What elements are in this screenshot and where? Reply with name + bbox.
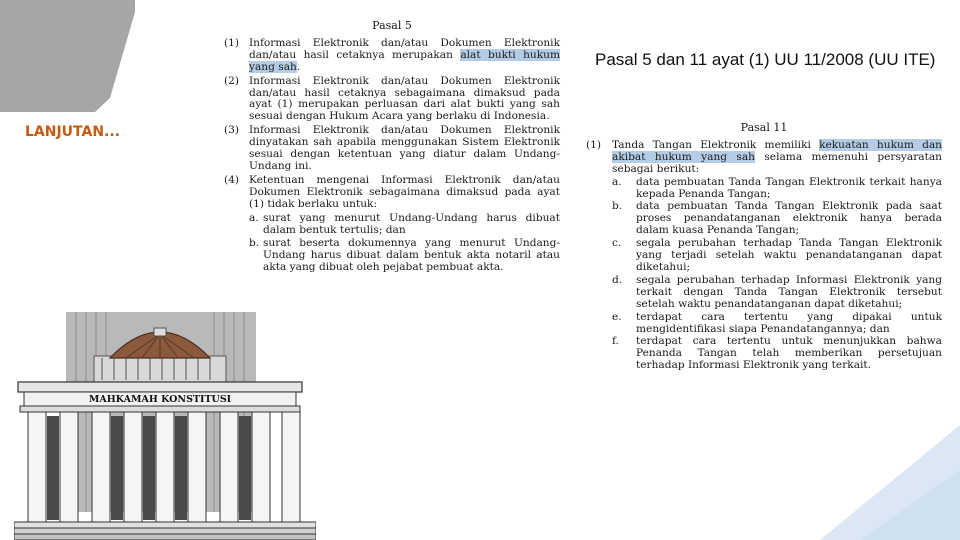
slide-heading: Pasal 5 dan 11 ayat (1) UU 11/2008 (UU ITE) [595,50,936,69]
subitem-text: surat yang menurut Undang-Undang harus dibuat dalam bentuk tertulis; dan [263,211,560,236]
subitem-text: data pembuatan Tanda Tangan Elektronik terkait hanya kepada Penanda Tangan; [636,175,942,200]
subitem-text: terdapat cara tertentu untuk menunjukkan bahwa Penanda Tangan telah memberikan persetujuan terhadap Informasi Elektronik yang terkait. [636,335,942,372]
subitem-text: data pembuatan Tanda Tangan Elektronik pada saat proses penandatanganan elektronik hanya berada dalam kuasa Penanda Tangan; [636,200,942,237]
subitem-letter: d. [612,273,623,286]
subitem [612,312,942,336]
subitem [612,177,942,201]
item-text: Informasi Elektronik dan/atau Dokumen Elektronik dan/atau hasil cetaknya sebagaimana dimaksud pada ayat (1) merupakan perluasan dari alat bukti yang sah sesuai dengan Hukum Acara yang berlaku di Indonesia. [249,74,560,123]
pasal5-item [224,38,560,74]
item-number: (1) [586,138,602,151]
building-sign: MAHKAMAH KONSTITUSI [88,394,232,405]
highlighted-phrase: kekuatan hukum dan akibat hukum yang sah [612,138,942,163]
item-number: (2) [224,74,240,87]
subitem-text: segala perubahan terhadap Informasi Elektronik yang terkait dengan Tanda Tangan Elektronik tersebut setelah waktu penandatanganan dapat diketahui; [636,273,942,310]
subitem-letter: a. [249,211,259,224]
item-text: Tanda Tangan Elektronik memiliki kekuatan hukum dan akibat hukum yang sah selama memenuhi persyaratan sebagai berikut: a. data pembuatan Tanda Tangan Elektronik terkait hanya kepada Penanda Tangan; b. data pembuatan Tanda Tangan Elektronik pada saat proses penandatanganan elektronik hanya berada dalam kuasa Penanda Tangan; c. segala perubahan terhadap Tanda Tangan Elektronik yang terjadi setelah waktu penandatanganan dapat diketahui; d. segala perubahan terhadap Informasi Elektronik yang terkait dengan Tanda Tangan Elektronik tersebut setelah waktu penandatanganan dapat diketahui; e. terdapat cara tertentu yang dipakai untuk mengidentifikasi siapa Penandatangannya; dan f. terdapat cara tertentu untuk menunjukkan bahwa Penanda Tangan telah memberikan persetujuan terhadap Informasi Elektronik yang terkait. [612,138,942,372]
corner-decoration [0,0,135,112]
item-text: Informasi Elektronik dan/atau Dokumen Elektronik dan/atau hasil cetaknya merupakan alat bukti hukum yang sah. [249,36,560,73]
subitem [612,336,942,372]
pasal11-item [586,140,942,372]
subitem-letter: f. [612,335,619,348]
pasal5-title: Pasal 5 [372,19,412,32]
pasal11-title: Pasal 11 [740,121,788,134]
item-number: (4) [224,173,240,186]
subitem-text: terdapat cara tertentu yang dipakai untuk mengidentifikasi siapa Penandatangannya; dan [636,310,942,335]
item-text: Ketentuan mengenai Informasi Elektronik dan/atau Dokumen Elektronik sebagaimana dimaksud pada ayat (1) tidak berlaku untuk: a. surat yang menurut Undang-Undang harus dibuat dalam bentuk tertulis; dan b. surat beserta dokumennya yang menurut Undang-Undang harus dibuat dalam bentuk akta notaril atau akta yang dibuat oleh pejabat pembuat akta. [249,173,560,274]
subitem [249,238,560,274]
subitem-letter: b. [612,200,623,213]
pasal5-excerpt [224,20,560,276]
subitem-letter: e. [612,310,622,323]
item-text: Informasi Elektronik dan/atau Dokumen Elektronik dinyatakan sah apabila menggunakan Sistem Elektronik sesuai dengan ketentuan yang diatur dalam Undang-Undang ini. [249,124,560,172]
pasal5-item [224,175,560,274]
subitem [612,275,942,311]
pasal5-item [224,76,560,124]
highlighted-phrase: alat bukti hukum yang sah [249,48,560,73]
subitem-letter: b. [249,237,260,250]
subitem [249,213,560,237]
subitem [612,201,942,237]
subitem-text: surat beserta dokumennya yang menurut Undang-Undang harus dibuat dalam bentuk akta notaril atau akta yang dibuat oleh pejabat pembuat akta. [263,237,560,274]
pasal5-item [224,125,560,173]
item-number: (1) [224,36,240,49]
pasal11-excerpt [586,122,942,374]
subitem [612,238,942,274]
lanjutan-label: LANJUTAN... [25,124,121,140]
subitem-letter: a. [612,175,622,188]
constitutional-court-building-illustration [14,312,316,540]
subitem-letter: c. [612,237,622,250]
subitem-text: segala perubahan terhadap Tanda Tangan Elektronik yang terjadi setelah waktu penandatanganan dapat diketahui; [636,237,942,273]
item-number: (3) [224,124,240,137]
